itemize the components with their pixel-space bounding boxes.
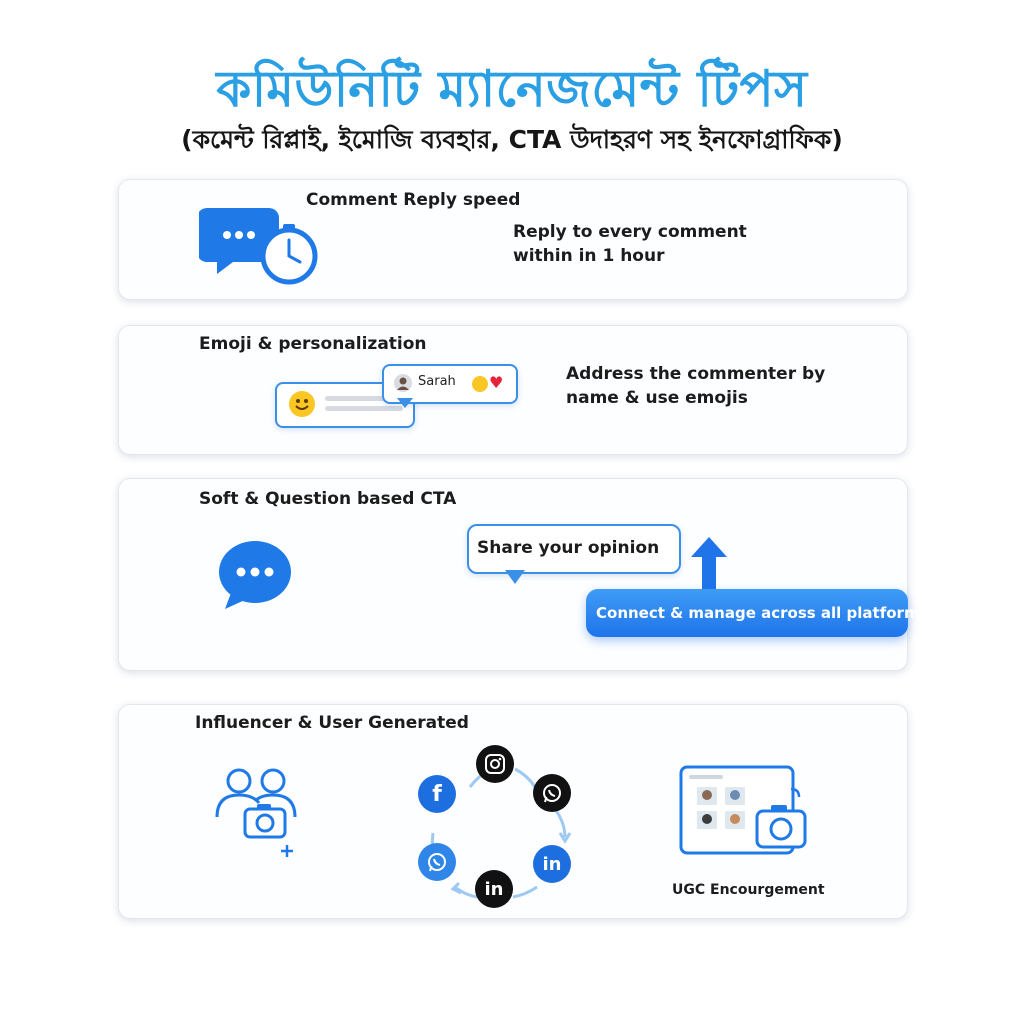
page-subtitle: (কমেন্ট রিপ্লাই, ইমোজি ব্যবহার, CTA উদাহরণ সহ ইনফোগ্রাফিক) — [181, 125, 843, 154]
page-title: কমিউনিটি ম্যানেজমেন্ট টিপস — [216, 60, 808, 118]
card-heading: Soft & Question based CTA — [199, 489, 457, 509]
text-placeholder-line — [325, 406, 403, 411]
card-description-line1: Reply to every comment — [513, 222, 747, 242]
chat-stopwatch-icon — [199, 198, 319, 288]
chat-name: Sarah — [418, 374, 456, 389]
photo-gallery-camera-icon — [679, 765, 811, 859]
card-description-line2: within in 1 hour — [513, 246, 665, 266]
ugc-label: UGC Encourgement — [672, 882, 825, 898]
card-soft-question-cta — [118, 478, 929, 671]
opinion-bubble-tail — [505, 570, 525, 584]
linkedin-icon: in — [475, 870, 513, 908]
bubble-tail — [397, 398, 413, 408]
card-description-line2: name & use emojis — [566, 388, 748, 408]
card-heading: Emoji & personalization — [199, 334, 427, 354]
opinion-text: Share your opinion — [477, 538, 660, 558]
arrow-up-icon — [689, 535, 729, 593]
card-heading: Influencer & User Generated — [195, 713, 469, 733]
instagram-icon — [476, 745, 514, 783]
card-influencer-ugc — [118, 704, 908, 919]
smile-emoji-icon — [289, 391, 315, 417]
whatsapp-icon — [418, 843, 456, 881]
whatsapp-icon — [533, 774, 571, 812]
users-camera-icon — [211, 767, 311, 857]
connect-manage-button[interactable]: Connect & manage across all platforms — [586, 589, 908, 637]
linkedin-icon: in — [533, 845, 571, 883]
chat-bubble-icon — [217, 539, 297, 614]
laugh-emoji-icon — [472, 376, 488, 392]
card-comment-reply-speed — [118, 179, 908, 300]
card-heading: Comment Reply speed — [306, 190, 521, 210]
opinion-bubble — [467, 524, 681, 574]
heart-emoji-icon: ♥ — [489, 373, 504, 392]
card-emoji-personalization — [118, 325, 908, 455]
card-description-line1: Address the commenter by — [566, 364, 826, 384]
facebook-icon: f — [418, 775, 456, 813]
avatar — [394, 374, 412, 392]
